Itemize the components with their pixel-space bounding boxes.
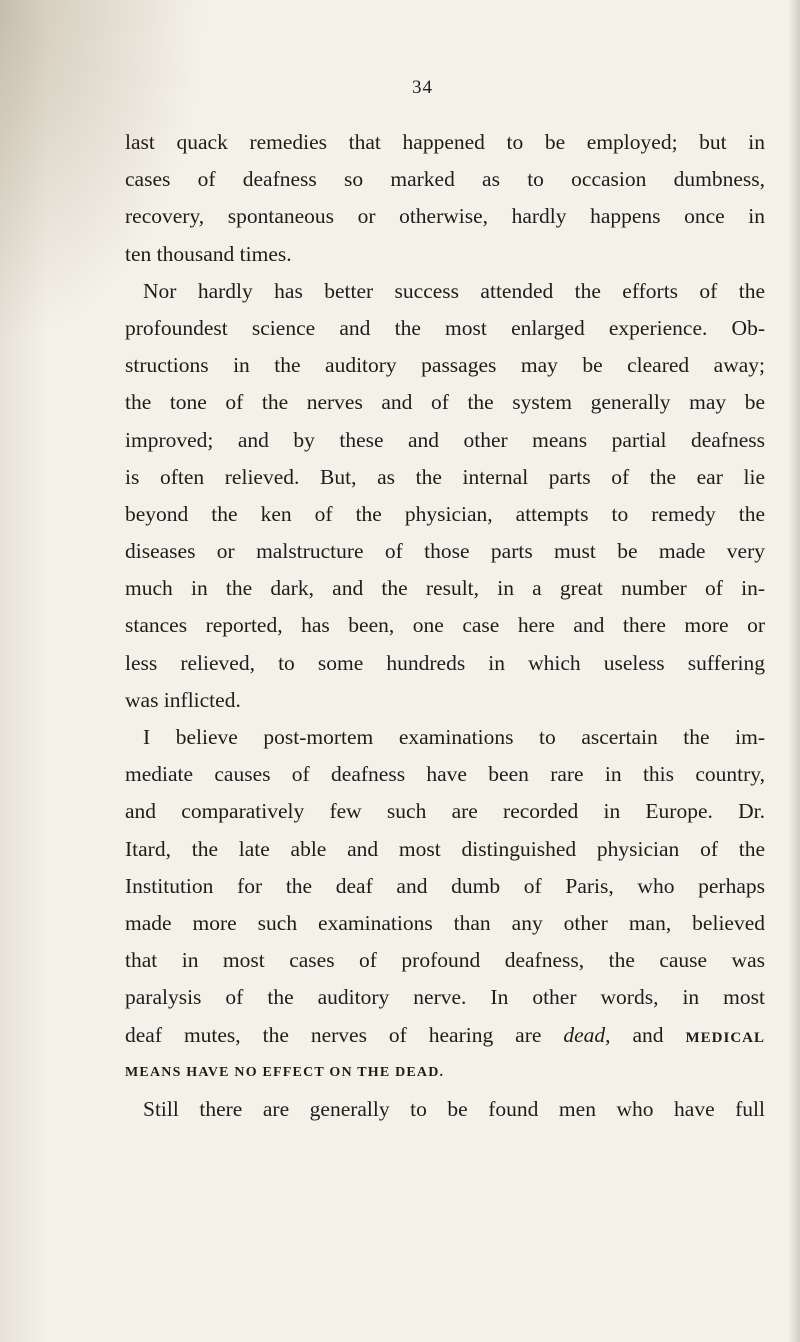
text-line: improved; and by these and other means partial deafness: [125, 427, 765, 452]
page-edge-shadow: [788, 0, 800, 1342]
text-line: profoundest science and the most enlarged experience. Ob-: [125, 315, 765, 340]
text-line: made more such examinations than any other man, believed: [125, 910, 765, 935]
text-line: the tone of the nerves and of the system generally may be: [125, 390, 765, 415]
text-line: and comparatively few such are recorded in Europe. Dr.: [125, 799, 765, 824]
text-line: Itard, the late able and most distinguished physician of the: [125, 836, 765, 861]
page-number: 34: [412, 77, 433, 98]
text-line: last quack remedies that happened to be employed; but in: [125, 130, 765, 154]
text-line: cases of deafness so marked as to occasion dumbness,: [125, 167, 765, 192]
text-line: is often relieved. But, as the internal parts of the ear lie: [125, 464, 765, 489]
emphasis-text: dead: [563, 1022, 606, 1047]
small-caps-line: MEANS HAVE NO EFFECT ON THE DEAD.: [125, 1064, 445, 1080]
text-segment: deaf mutes, the nerves of hearing are: [125, 1022, 564, 1047]
text-line: much in the dark, and the result, in a great number of in-: [125, 576, 765, 601]
text-line: mediate causes of deafness have been rare in this country,: [125, 762, 765, 787]
text-line: structions in the auditory passages may be cleared away;: [125, 353, 765, 378]
text-line: beyond the ken of the physician, attempts to remedy the: [125, 501, 765, 526]
text-line: Nor hardly has better success attended the efforts of the: [143, 278, 765, 303]
text-line: ten thousand times.: [125, 241, 292, 266]
text-line: I believe post-mortem examinations to ascertain the im-: [143, 725, 765, 749]
text-line: was inflicted.: [125, 687, 241, 712]
body-text: [125, 124, 765, 1128]
text-line: diseases or malstructure of those parts must be made very: [125, 539, 765, 564]
text-line: [125, 1017, 765, 1054]
text-line: less relieved, to some hundreds in which useless suffering: [125, 650, 765, 675]
text-line: recovery, spontaneous or otherwise, hardly happens once in: [125, 204, 765, 229]
text-line: stances reported, has been, one case here and there more or: [125, 613, 765, 638]
text-line: paralysis of the auditory nerve. In other words, in most: [125, 985, 765, 1010]
text-line: that in most cases of profound deafness, the cause was: [125, 948, 765, 973]
text-segment: , and: [605, 1022, 686, 1047]
small-caps-text: MEDICAL: [685, 1029, 766, 1046]
text-line: Institution for the deaf and dumb of Paris, who perhaps: [125, 873, 765, 898]
text-line: Still there are generally to be found men who have full: [143, 1096, 765, 1121]
